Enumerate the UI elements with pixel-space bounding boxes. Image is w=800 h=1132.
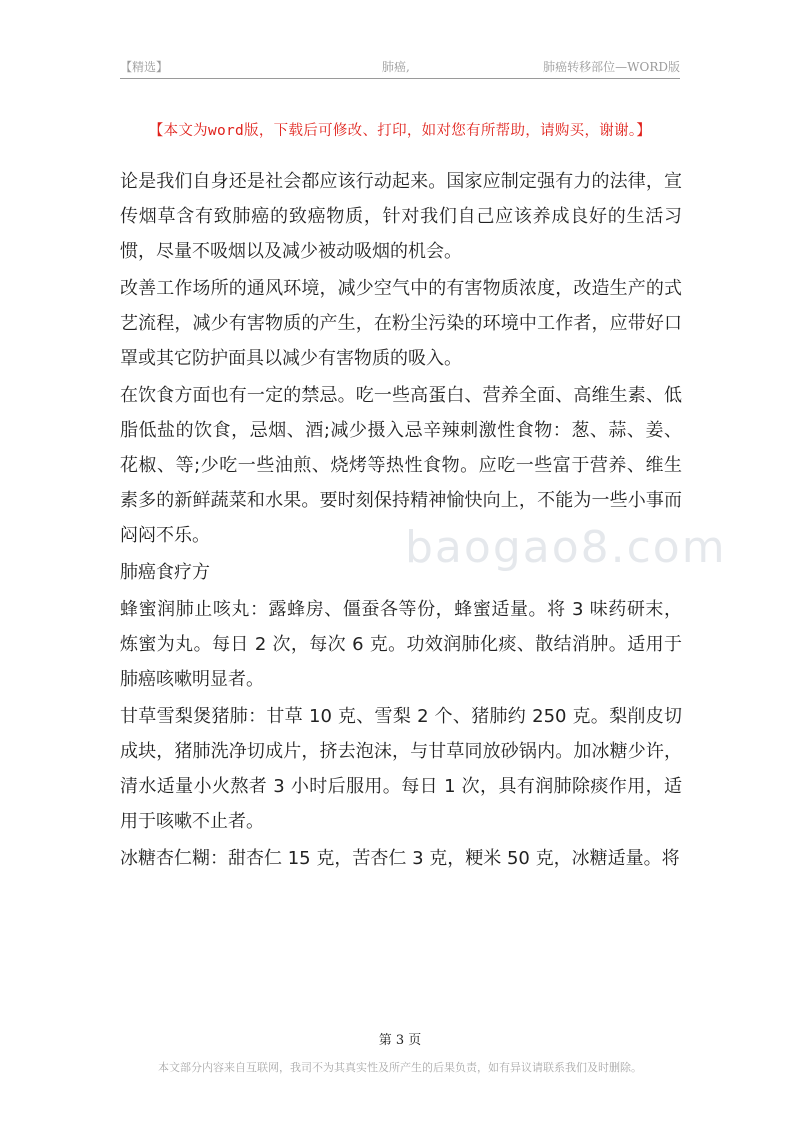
header-center-label: 肺癌,: [382, 60, 410, 74]
page-number: 第 3 页: [378, 1033, 422, 1048]
paragraph: 蜂蜜润肺止咳丸：露蜂房、僵蚕各等份，蜂蜜适量。将 3 味药研末，炼蜜为丸。每日 2 次，每次 6 克。功效润肺化痰、散结消肿。适用于肺癌咳嗽明显者。: [120, 599, 682, 690]
paragraph: 论是我们自身还是社会都应该行动起来。国家应制定强有力的法律，宣传烟草含有致肺癌的致癌物质，针对我们自己应该养成良好的生活习惯，尽量不吸烟以及减少被动吸烟的机会。: [120, 171, 682, 262]
header-left-label: 【精选】: [120, 60, 169, 74]
purchase-notice: 【本文为word版，下载后可修改、打印，如对您有所帮助，请购买，谢谢。】: [148, 123, 652, 139]
paragraph: 在饮食方面也有一定的禁忌。吃一些高蛋白、营养全面、高维生素、低脂低盐的饮食，忌烟、酒;减少摄入忌辛辣刺激性食物：葱、蒜、姜、花椒、等;少吃一些油煎、烧烤等热性食物。应吃一些富于营养、维生素多的新鲜蔬菜和水果。要时刻保持精神愉快向上，不能为一些小事而闷闷不乐。: [120, 385, 682, 546]
paragraph: 改善工作场所的通风环境，减少空气中的有害物质浓度，改造生产的式艺流程，减少有害物质的产生，在粉尘污染的环境中工作者，应带好口罩或其它防护面具以减少有害物质的吸入。: [120, 278, 682, 369]
page-header: [120, 56, 680, 79]
section-heading: 肺癌食疗方: [120, 562, 210, 583]
watermark: baogao8.com: [405, 522, 727, 573]
footer-disclaimer: 本文部分内容来自互联网，我司不为其真实性及所产生的后果负责，如有异议请联系我们及时删除。: [158, 1061, 642, 1074]
paragraph: 甘草雪梨煲猪肺：甘草 10 克、雪梨 2 个、猪肺约 250 克。梨削皮切成块，猪肺洗净切成片，挤去泡沫，与甘草同放砂锅内。加冰糖少许，清水适量小火熬者 3 小时后服用。每日 1 次，具有润肺除痰作用，适用于咳嗽不止者。: [120, 706, 682, 832]
document-body: [120, 164, 682, 876]
paragraph: 冰糖杏仁糊：甜杏仁 15 克，苦杏仁 3 克，粳米 50 克，冰糖适量。将: [120, 848, 680, 869]
header-right-label: 肺癌转移部位—WORD版: [543, 60, 680, 74]
